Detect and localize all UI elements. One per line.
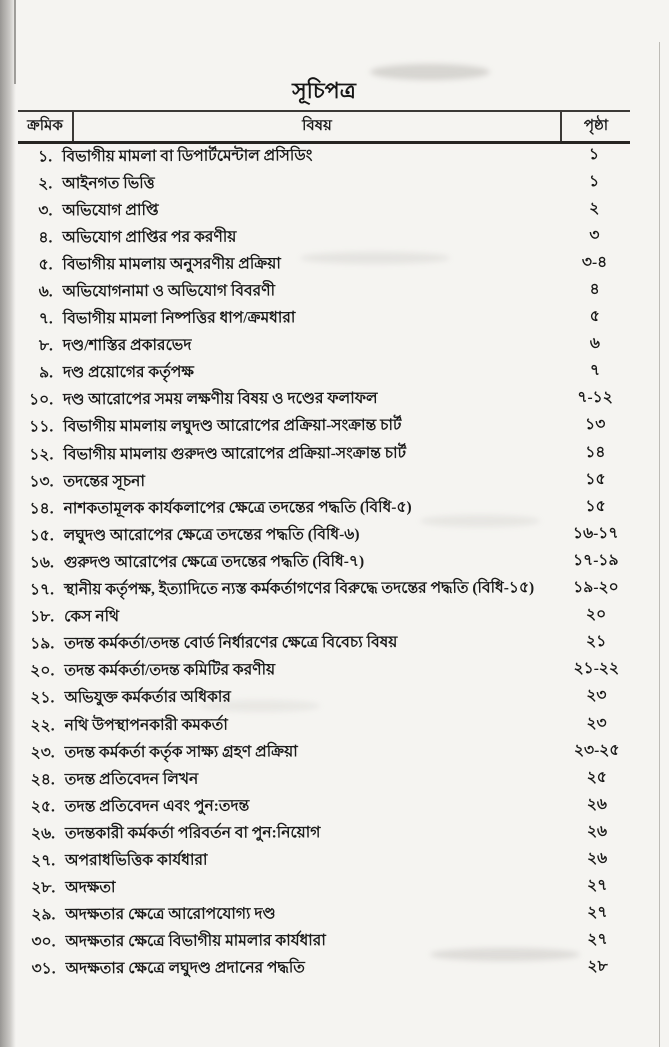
row-page: ১ xyxy=(588,145,600,163)
table-row xyxy=(21,736,633,766)
row-serial: ২৭. xyxy=(31,852,56,870)
row-serial: ১৫. xyxy=(29,527,54,545)
row-subject: অভিযোগনামা ও অভিযোগ বিবরণী xyxy=(62,282,276,301)
table-row xyxy=(20,493,632,523)
row-page: ১৬-১৭ xyxy=(572,524,619,542)
row-serial: ২৮. xyxy=(31,879,56,897)
row-serial: ১১. xyxy=(29,418,54,436)
row-page: ৬ xyxy=(589,335,600,353)
row-page: ২৫ xyxy=(586,768,607,786)
row-serial: ১৯. xyxy=(30,635,55,653)
row-subject: বিভাগীয় মামলায় গুরুদণ্ড আরোপের প্রক্রিয়া-সংক্রান্ত চার্ট xyxy=(63,444,407,463)
row-page: ৩ xyxy=(589,226,600,244)
row-serial: ২৫. xyxy=(30,798,55,816)
column-header-serial: ক্রমিক xyxy=(18,112,74,141)
table-header-row xyxy=(18,110,630,144)
row-serial: ৭. xyxy=(38,310,53,328)
row-subject: তদন্তকারী কর্মকর্তা পরিবর্তন বা পুন:নিয়োগ xyxy=(64,824,321,843)
row-serial: ৩১. xyxy=(31,960,56,978)
row-subject: দণ্ড প্রয়োগের কর্তৃপক্ষ xyxy=(62,364,194,382)
row-serial: ২. xyxy=(38,174,53,193)
row-subject: বিভাগীয় মামলায় অনুসরণীয় প্রক্রিয়া xyxy=(62,255,281,274)
table-row xyxy=(20,520,632,550)
table-row xyxy=(20,709,632,739)
row-page: ৩-৪ xyxy=(581,253,608,271)
table-row xyxy=(18,167,630,197)
table-row xyxy=(19,465,631,495)
row-page: ২১-২২ xyxy=(573,660,620,678)
row-subject: তদন্ত কর্মকর্তা/তদন্ত কমিটির করণীয় xyxy=(64,661,276,680)
table-row xyxy=(21,818,633,848)
row-page: ২৬ xyxy=(586,795,608,813)
toc-rows xyxy=(18,140,634,983)
table-row xyxy=(21,845,633,875)
row-serial: ১৭. xyxy=(29,581,54,599)
table-row xyxy=(21,763,633,793)
row-serial: ২৩. xyxy=(30,743,55,762)
table-row xyxy=(18,140,630,170)
column-header-page: পৃষ্ঠা xyxy=(583,118,609,134)
table-row xyxy=(21,872,633,902)
row-page: ২৬ xyxy=(586,822,608,840)
table-row xyxy=(20,682,632,712)
row-serial: ৫. xyxy=(38,256,53,274)
table-row xyxy=(22,953,634,983)
row-page: ২৬ xyxy=(587,849,608,867)
table-row xyxy=(20,655,632,685)
row-serial: ৪. xyxy=(38,229,53,247)
row-subject: তদন্তের সূচনা xyxy=(63,472,145,490)
row-serial: ৩. xyxy=(38,202,53,220)
row-subject: দণ্ড আরোপের সময় লক্ষণীয় বিষয় ও দণ্ডের ফলাফল xyxy=(63,390,378,409)
row-subject: অভিযুক্ত কর্মকর্তার অধিকার xyxy=(64,688,231,707)
row-serial: ১৮. xyxy=(30,608,55,626)
row-serial: ৩০. xyxy=(31,933,56,951)
row-page: ৪ xyxy=(589,280,600,298)
row-page: ২০ xyxy=(585,606,607,624)
table-row xyxy=(19,384,631,414)
table-row xyxy=(18,195,630,225)
table-row xyxy=(19,276,631,306)
row-serial: ১৩. xyxy=(29,472,54,491)
row-page: ১৭-১৯ xyxy=(573,551,619,570)
table-row xyxy=(19,357,631,387)
table-row xyxy=(21,926,633,956)
scan-edge-line-right xyxy=(659,42,660,1047)
page-title: সূচিপত্র xyxy=(292,78,356,103)
table-row xyxy=(21,791,633,821)
table-row xyxy=(18,249,630,279)
table-row xyxy=(19,330,631,360)
row-subject: কেস নথি xyxy=(64,608,120,626)
table-row xyxy=(19,438,631,468)
row-subject: অভিযোগ প্রাপ্তি xyxy=(62,201,159,220)
row-serial: ১. xyxy=(38,147,53,165)
row-subject: নথি উপস্থাপনকারী কমকর্তা xyxy=(64,716,228,734)
row-page: ১৩ xyxy=(585,416,606,434)
row-serial: ২৬. xyxy=(30,825,56,843)
row-subject: অপরাধভিত্তিক কার্যধারা xyxy=(65,851,208,870)
row-page: ১৪ xyxy=(585,443,606,461)
row-subject: অদক্ষতার ক্ষেত্রে আরোপযোগ্য দণ্ড xyxy=(65,905,276,924)
row-serial: ২০. xyxy=(30,662,55,680)
table-row xyxy=(20,547,632,577)
table-row xyxy=(21,899,633,929)
row-subject: অদক্ষতার ক্ষেত্রে লঘুদণ্ড প্রদানের পদ্ধতি xyxy=(65,959,305,978)
row-serial: ১০. xyxy=(29,391,54,409)
row-subject: তদন্ত কর্মকর্তা/তদন্ত বোর্ড নির্ধারণের ক্ষেত্রে বিবেচ্য বিষয় xyxy=(64,634,398,653)
row-serial: ১২. xyxy=(29,445,54,464)
row-subject: তদন্ত প্রতিবেদন এবং পুন:তদন্ত xyxy=(64,797,250,816)
row-subject: নাশকতামূলক কার্যকলাপের ক্ষেত্রে তদন্তের পদ্ধতি (বিধি-৫) xyxy=(63,498,412,518)
row-subject: গুরুদণ্ড আরোপের ক্ষেত্রে তদন্তের পদ্ধতি (বিধি-৭) xyxy=(63,552,365,572)
row-page: ২৮ xyxy=(587,958,608,976)
table-row xyxy=(19,411,631,441)
row-subject: অভিযোগ প্রাপ্তির পর করণীয় xyxy=(62,228,237,247)
row-subject: লঘুদণ্ড আরোপের ক্ষেত্রে তদন্তের পদ্ধতি (বিধি-৬) xyxy=(63,525,360,545)
row-subject: বিভাগীয় মামলা বা ডিপার্টমেন্টাল প্রসিডিং xyxy=(62,146,313,165)
row-serial: ২৪. xyxy=(30,771,55,789)
row-page: ২৩-২৫ xyxy=(573,741,620,759)
row-subject: তদন্ত প্রতিবেদন লিখন xyxy=(64,770,199,788)
row-page: ২৩ xyxy=(586,687,607,705)
row-serial: ১৪. xyxy=(29,500,54,518)
row-page: ২৩ xyxy=(586,714,607,732)
row-page: ২১ xyxy=(586,633,607,651)
row-subject: অদক্ষতা xyxy=(65,879,116,897)
row-serial: ৮. xyxy=(38,337,53,355)
row-page: ১৫ xyxy=(585,497,606,515)
scan-edge-line-left xyxy=(14,0,16,84)
row-page: ২৭ xyxy=(587,904,608,922)
row-serial: ১৬. xyxy=(29,554,54,572)
row-page: ১৫ xyxy=(585,470,606,488)
scan-gutter-shadow xyxy=(0,0,16,1047)
table-row xyxy=(18,222,630,252)
row-page: ৭-১২ xyxy=(577,389,613,407)
row-page: ২ xyxy=(589,199,600,217)
table-row xyxy=(19,303,631,333)
table-row xyxy=(20,601,632,631)
row-serial: ৬. xyxy=(38,283,53,301)
row-subject: অদক্ষতার ক্ষেত্রে বিভাগীয় মামলার কার্যধারা xyxy=(65,932,326,951)
row-serial: ২৯. xyxy=(31,906,56,924)
row-subject: আইনগত ভিত্তি xyxy=(62,174,155,192)
row-page: ১৯-২০ xyxy=(573,578,619,597)
table-row xyxy=(20,574,632,604)
table-row xyxy=(20,628,632,658)
row-page: ২৭ xyxy=(587,876,608,895)
row-subject: তদন্ত কর্মকর্তা কর্তৃক সাক্ষ্য গ্রহণ প্রক্রিয়া xyxy=(64,742,298,761)
row-page: ৫ xyxy=(589,308,600,326)
row-serial: ৯. xyxy=(39,364,54,382)
row-serial: ২২. xyxy=(30,716,55,734)
row-subject: দণ্ড/শাস্তির প্রকারভেদ xyxy=(62,336,192,355)
row-page: ৭ xyxy=(589,362,601,380)
column-header-subject: বিষয় xyxy=(74,112,562,141)
row-subject: স্থানীয় কর্তৃপক্ষ, ইত্যাদিতে ন্যস্ত কর্মকর্তাগণের বিরুদ্ধে তদন্তের পদ্ধতি (বিধি-১৫) xyxy=(63,579,535,599)
row-page: ১ xyxy=(589,172,600,190)
row-serial: ২১. xyxy=(30,689,55,707)
row-subject: বিভাগীয় মামলায় লঘুদণ্ড আরোপের প্রক্রিয়া-সংক্রান্ত চার্ট xyxy=(63,417,402,436)
row-page: ২৭ xyxy=(587,931,608,949)
row-subject: বিভাগীয় মামলা নিষ্পত্তির ধাপ/ক্রমধারা xyxy=(62,309,296,328)
